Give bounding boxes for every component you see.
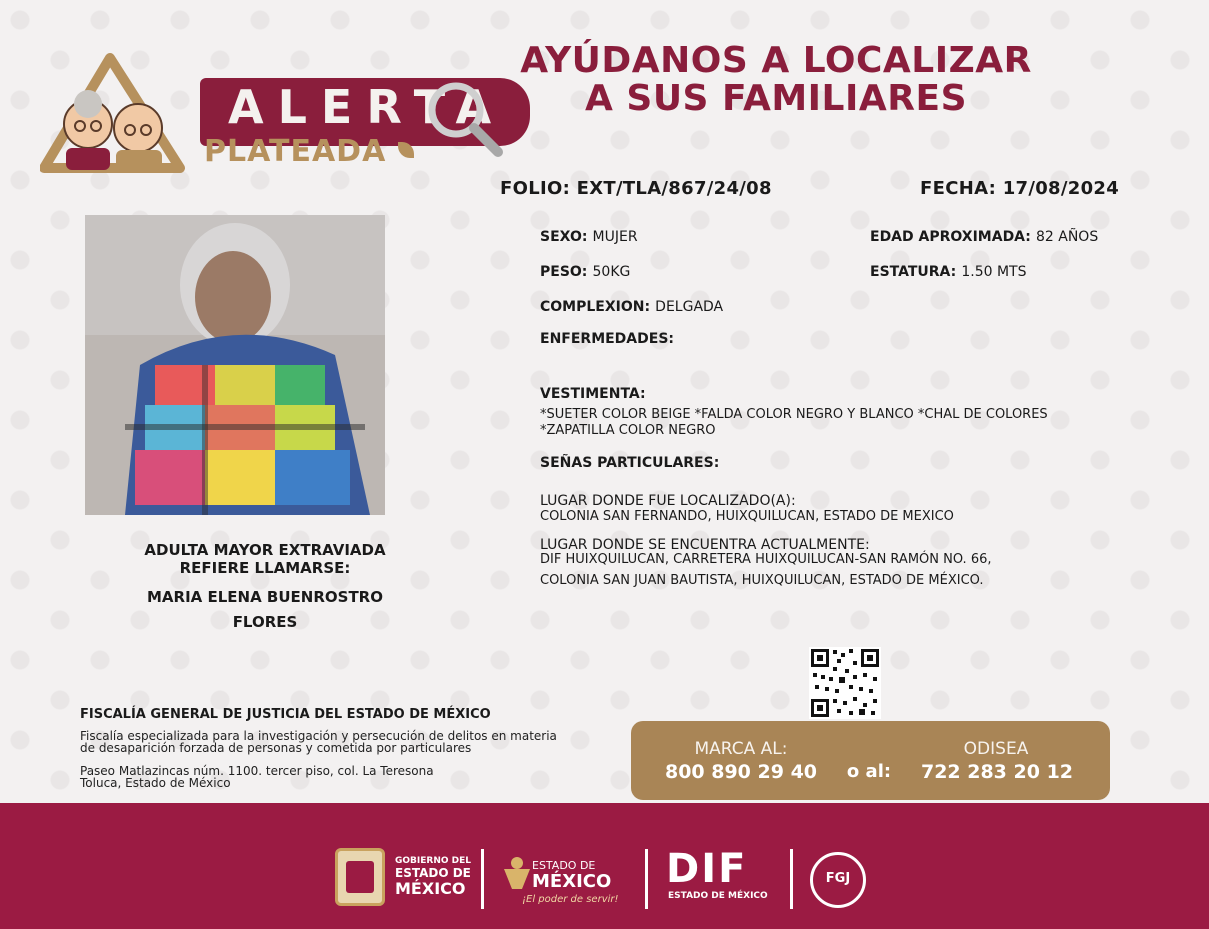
complexion-value: DELGADA xyxy=(655,299,724,315)
field-complexion xyxy=(540,296,723,315)
odisea-phone[interactable]: 722 283 20 12 xyxy=(920,761,1074,783)
subject-name xyxy=(80,585,450,635)
fiscalia-desc-line1: Fiscalía especializada para la investigación y persecución de delitos en materia xyxy=(80,729,557,743)
sexo-label: SEXO: xyxy=(540,229,588,245)
edomex-line2: MÉXICO xyxy=(532,871,612,892)
edad-label: EDAD APROXIMADA: xyxy=(870,229,1031,245)
subject-name-line1: MARIA ELENA BUENROSTRO xyxy=(147,588,383,606)
gobierno-text xyxy=(395,856,471,898)
subject-line2: REFIERE LLAMARSE: xyxy=(179,559,351,577)
lugar-actual-label: LUGAR DONDE SE ENCUENTRA ACTUALMENTE: xyxy=(540,537,870,553)
field-peso xyxy=(540,261,630,280)
subject-line1: ADULTA MAYOR EXTRAVIADA xyxy=(144,541,386,559)
fiscalia-desc-line2: de desaparición forzada de personas y cometida por particulares xyxy=(80,741,472,755)
lugar-actual-line2: COLONIA SAN JUAN BAUTISTA, HUIXQUILUCAN, ESTADO DE MÉXICO. xyxy=(540,573,984,588)
gobierno-line3: MÉXICO xyxy=(395,879,466,898)
dif-caption: ESTADO DE MÉXICO xyxy=(668,891,768,901)
qr-code[interactable] xyxy=(809,647,881,719)
lugar-localizado-label: LUGAR DONDE FUE LOCALIZADO(A): xyxy=(540,493,796,509)
estatura-value: 1.50 MTS xyxy=(961,264,1027,280)
missing-person-photo xyxy=(85,215,385,515)
elderly-couple-icon xyxy=(40,50,220,180)
marca-label: MARCA AL: xyxy=(694,739,788,759)
headline-line2: A SUS FAMILIARES xyxy=(585,78,967,119)
marca-phone[interactable]: 800 890 29 40 xyxy=(664,761,818,783)
edomex-slogan: ¡El poder de servir! xyxy=(522,894,619,905)
photo-placeholder xyxy=(85,215,385,515)
lugar-actual xyxy=(540,537,992,591)
edomex-figure-icon xyxy=(500,855,534,889)
enfermedades-label: ENFERMEDADES: xyxy=(540,331,675,347)
senas-label: SEÑAS PARTICULARES: xyxy=(540,455,720,471)
alerta-plateada-logo xyxy=(40,50,506,180)
subject-name-line2: FLORES xyxy=(232,613,298,631)
contact-box xyxy=(631,721,1110,800)
fgj-logo-text: FGJ xyxy=(825,871,851,886)
sexo-value: MUJER xyxy=(592,229,638,245)
field-sexo xyxy=(540,226,638,245)
lugar-localizado xyxy=(540,493,954,525)
footer-divider xyxy=(790,849,793,909)
dif-logo: DIF xyxy=(666,846,748,892)
vestimenta-value xyxy=(540,407,1048,439)
folio: FOLIO: EXT/TLA/867/24/08 xyxy=(500,178,772,199)
footer-divider xyxy=(645,849,648,909)
footer-band xyxy=(0,803,1209,929)
vestimenta-line1: *SUETER COLOR BEIGE *FALDA COLOR NEGRO Y BLANCO *CHAL DE COLORES xyxy=(540,407,1048,422)
lugar-localizado-value: COLONIA SAN FERNANDO, HUIXQUILUCAN, ESTADO DE MEXICO xyxy=(540,509,954,524)
headline xyxy=(496,42,1056,118)
gobierno-line2: ESTADO DE xyxy=(395,866,471,880)
edad-value: 82 AÑOS xyxy=(1035,229,1099,245)
headline-line1: AYÚDANOS A LOCALIZAR xyxy=(520,40,1032,81)
fiscalia-description xyxy=(80,730,557,754)
vestimenta-line2: *ZAPATILLA COLOR NEGRO xyxy=(540,423,716,438)
fiscalia-address xyxy=(80,765,434,789)
gobierno-line1: GOBIERNO DEL xyxy=(395,856,471,866)
fecha: FECHA: 17/08/2024 xyxy=(920,178,1120,199)
vestimenta-label: VESTIMENTA: xyxy=(540,386,646,402)
fiscalia-title: FISCALÍA GENERAL DE JUSTICIA DEL ESTADO DE MÉXICO xyxy=(80,707,491,722)
fgj-seal xyxy=(810,852,866,908)
lugar-actual-line1: DIF HUIXQUILUCAN, CARRETERA HUIXQUILUCAN-SAN RAMÓN NO. 66, xyxy=(540,552,992,567)
edomex-line1: ESTADO DE xyxy=(532,859,596,872)
fiscalia-addr-line1: Paseo Matlazincas núm. 1100. tercer piso, col. La Teresona xyxy=(80,764,434,778)
qr-code-graphic xyxy=(809,647,881,719)
peso-value: 50KG xyxy=(592,264,631,280)
fiscalia-addr-line2: Toluca, Estado de México xyxy=(80,776,231,790)
complexion-label: COMPLEXION: xyxy=(540,299,651,315)
or-label: o al: xyxy=(846,761,892,782)
subject-heading xyxy=(80,541,450,577)
field-estatura xyxy=(870,261,1026,280)
odisea-label: ODISEA xyxy=(963,739,1029,759)
footer-divider xyxy=(481,849,484,909)
logo-word-plateada: PLATEADA xyxy=(204,134,387,169)
estatura-label: ESTATURA: xyxy=(870,264,957,280)
edomex-shield-icon xyxy=(335,848,385,906)
logo-word-alerta: ALERTA xyxy=(228,80,506,134)
peso-label: PESO: xyxy=(540,264,588,280)
field-edad xyxy=(870,226,1098,245)
